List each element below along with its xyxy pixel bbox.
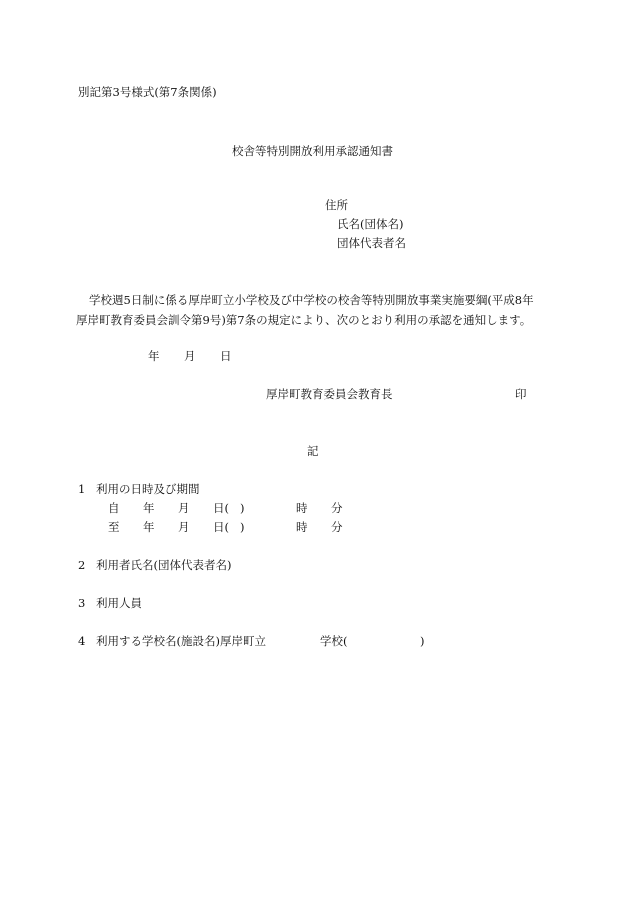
period-from-year: 年 <box>143 501 155 515</box>
period-to-close: ) <box>240 520 245 534</box>
item-1-label: 利用の日時及び期間 <box>96 482 200 496</box>
item-4-label: 利用する学校名(施設名)厚岸町立 <box>96 634 266 648</box>
body-line-2: 厚岸町教育委員会訓令第9号)第7条の規定により、次のとおり利用の承認を通知します。 <box>76 313 532 327</box>
period-from-day: 日( <box>213 501 229 515</box>
seal-mark: 印 <box>515 387 527 401</box>
period-to-minute: 分 <box>331 520 343 534</box>
body-line-1: 学校週5日制に係る厚岸町立小学校及び中学校の校舎等特別開放事業実施要綱(平成8年 <box>89 293 534 307</box>
period-to-label: 至 <box>108 520 120 534</box>
item-2-number: 2 <box>78 558 86 572</box>
form-reference: 別記第3号様式(第7条関係) <box>78 85 217 99</box>
period-from-month: 月 <box>178 501 190 515</box>
address-label: 住所 <box>325 198 348 212</box>
period-from-close: ) <box>240 501 245 515</box>
issuer-name: 厚岸町教育委員会教育長 <box>266 387 393 401</box>
item-4-school: 学校( <box>320 634 348 648</box>
period-to-hour: 時 <box>296 520 308 534</box>
date-year: 年 <box>148 349 160 363</box>
item-4-close: ) <box>420 634 425 648</box>
period-to-month: 月 <box>178 520 190 534</box>
note-heading: 記 <box>307 444 319 458</box>
period-to-year: 年 <box>143 520 155 534</box>
date-day: 日 <box>220 349 232 363</box>
date-month: 月 <box>184 349 196 363</box>
item-2-label: 利用者氏名(団体代表者名) <box>96 558 232 572</box>
item-3-label: 利用人員 <box>96 596 142 610</box>
name-label: 氏名(団体名) <box>337 217 404 231</box>
document-title: 校舎等特別開放利用承認通知書 <box>232 144 393 158</box>
period-from-label: 自 <box>108 501 120 515</box>
period-from-hour: 時 <box>296 501 308 515</box>
item-3-number: 3 <box>78 596 86 610</box>
item-4-number: 4 <box>78 634 86 648</box>
period-to-day: 日( <box>213 520 229 534</box>
period-from-minute: 分 <box>331 501 343 515</box>
item-1-number: 1 <box>78 482 86 496</box>
representative-label: 団体代表者名 <box>337 236 406 250</box>
